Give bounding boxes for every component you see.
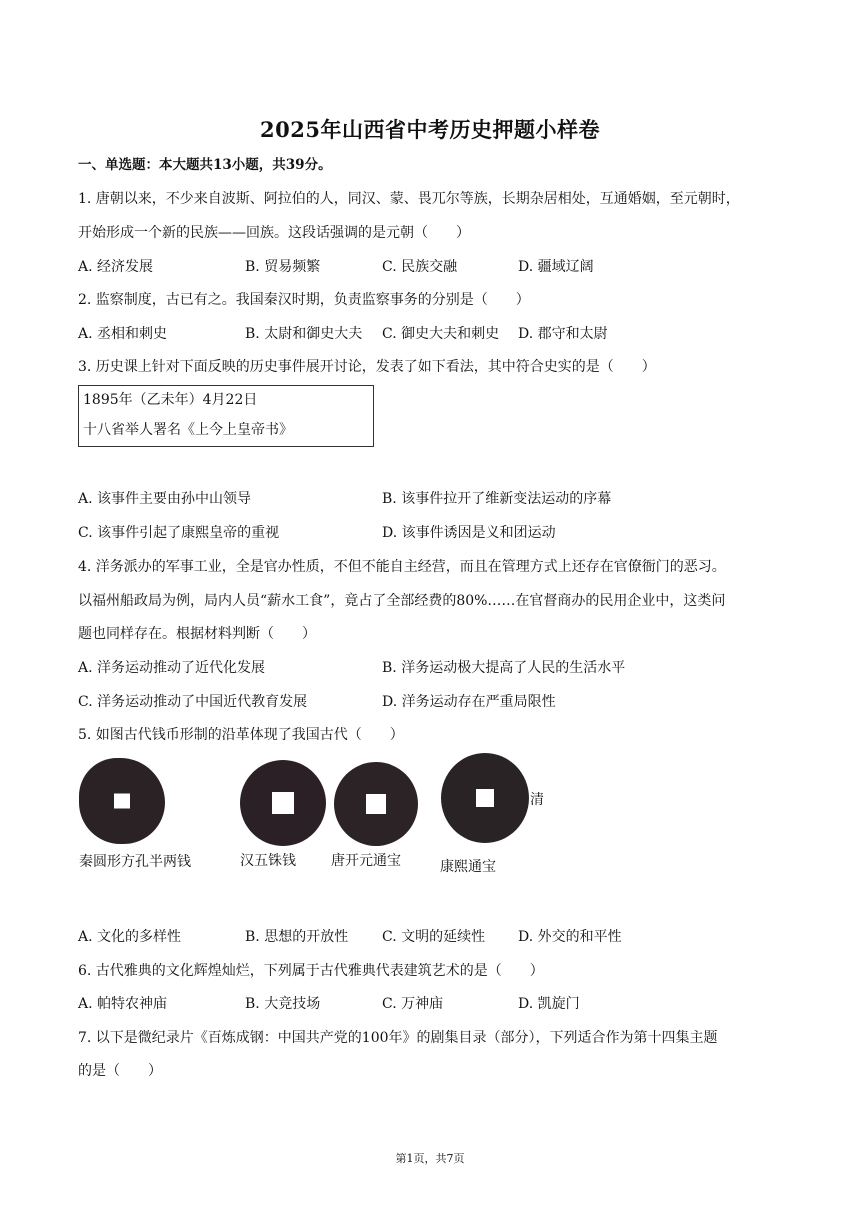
q6-option-d: D. 凯旋门 <box>518 996 580 1012</box>
q4-option-b: B. 洋务运动极大提高了人民的生活水平 <box>382 660 626 676</box>
q5-option-b: B. 思想的开放性 <box>245 929 349 945</box>
q4-option-a: A. 洋务运动推动了近代化发展 <box>78 660 266 676</box>
coin-caption-tang: 唐开元通宝 <box>331 853 401 869</box>
qing-label: 清 <box>530 792 544 808</box>
q3-stem: 3. 历史课上针对下面反映的历史事件展开讨论，发表了如下看法，其中符合史实的是（ ） <box>78 359 656 375</box>
q5-stem: 5. 如图古代钱币形制的沿革体现了我国古代（ ） <box>78 727 404 743</box>
q3-source-box <box>78 385 374 447</box>
coin-caption-han: 汉五铢钱 <box>240 853 296 869</box>
q6-option-c: C. 万神庙 <box>382 996 444 1012</box>
q6-stem: 6. 古代雅典的文化辉煌灿烂，下列属于古代雅典代表建筑艺术的是（ ） <box>78 963 544 979</box>
q4-stem-line3: 题也同样存在。根据材料判断（ ） <box>78 626 316 642</box>
coin-kangxi-tongbao-image <box>441 753 529 843</box>
section-header: 一、单选题：本大题共13小题，共39分。 <box>78 157 332 173</box>
q2-option-d: D. 郡守和太尉 <box>518 326 608 342</box>
q2-option-b: B. 太尉和御史大夫 <box>245 326 363 342</box>
q2-option-c: C. 御史大夫和刺史 <box>382 326 500 342</box>
q3-option-c: C. 该事件引起了康熙皇帝的重视 <box>78 525 280 541</box>
q6-option-a: A. 帕特农神庙 <box>78 996 168 1012</box>
q1-option-c: C. 民族交融 <box>382 259 458 275</box>
q1-option-b: B. 贸易频繁 <box>245 259 321 275</box>
q3-box-line2: 十八省举人署名《上今上皇帝书》 <box>83 422 293 438</box>
q7-stem-line1: 7. 以下是微纪录片《百炼成钢：中国共产党的100年》的剧集目录（部分），下列适合作为第十四集主题 <box>78 1030 718 1046</box>
coin-caption-qin: 秦圆形方孔半两钱 <box>79 854 191 870</box>
q5-option-d: D. 外交的和平性 <box>518 929 622 945</box>
q3-option-b: B. 该事件拉开了维新变法运动的序幕 <box>382 491 612 507</box>
q3-box-line1: 1895年（乙未年）4月22日 <box>83 392 258 408</box>
page-title: 2025年山西省中考历史押题小样卷 <box>260 117 600 142</box>
q2-option-a: A. 丞相和刺史 <box>78 326 168 342</box>
q2-stem: 2. 监察制度，古已有之。我国秦汉时期，负责监察事务的分别是（ ） <box>78 292 530 308</box>
q1-option-d: D. 疆域辽阔 <box>518 259 594 275</box>
q3-option-d: D. 该事件诱因是义和团运动 <box>382 525 556 541</box>
q5-option-a: A. 文化的多样性 <box>78 929 182 945</box>
q4-stem-line1: 4. 洋务派办的军事工业，全是官办性质，不但不能自主经营，而且在管理方式上还存在官僚衙门的恶习。 <box>78 559 726 575</box>
q1-option-a: A. 经济发展 <box>78 259 154 275</box>
q5-option-c: C. 文明的延续性 <box>382 929 486 945</box>
coin-qin-banliang-image <box>79 758 165 844</box>
q4-option-c: C. 洋务运动推动了中国近代教育发展 <box>78 694 308 710</box>
page-footer: 第1页，共7页 <box>395 1152 465 1165</box>
q4-stem-line2: 以福州船政局为例，局内人员“薪水工食”，竟占了全部经费的80%……在官督商办的民用企业中，这类问 <box>78 593 726 609</box>
coin-han-wuzhu-image <box>240 760 326 846</box>
q7-stem-line2: 的是（ ） <box>78 1063 162 1079</box>
q4-option-d: D. 洋务运动存在严重局限性 <box>382 694 556 710</box>
q1-stem-line1: 1. 唐朝以来，不少来自波斯、阿拉伯的人，同汉、蒙、畏兀尔等族，长期杂居相处，互通婚姻，至元朝时， <box>78 191 740 207</box>
coin-tang-kaiyuan-image <box>334 762 418 846</box>
q1-stem-line2: 开始形成一个新的民族——回族。这段话强调的是元朝（ ） <box>78 225 470 241</box>
q6-option-b: B. 大竞技场 <box>245 996 321 1012</box>
coin-caption-kangxi: 康熙通宝 <box>440 859 496 875</box>
q3-option-a: A. 该事件主要由孙中山领导 <box>78 491 252 507</box>
